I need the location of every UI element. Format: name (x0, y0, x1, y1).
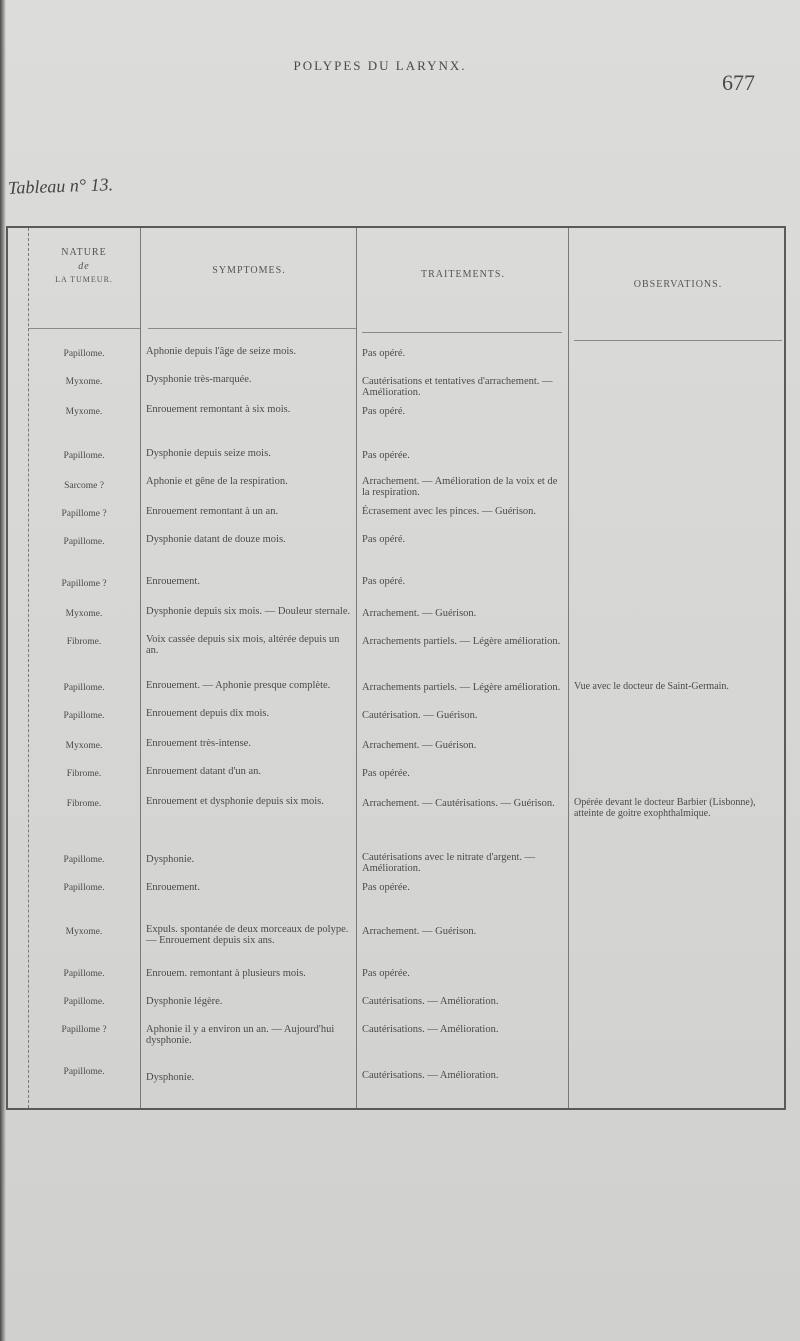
table-row-symptomes: Enrouement remontant à six mois. (146, 404, 291, 415)
table-row-symptomes: Enrouement remontant à un an. (146, 506, 279, 517)
table-row-nature: Papillome. (63, 855, 105, 865)
table-row-traitements: Arrachement. — Guérison. (362, 740, 477, 751)
header-symptomes: SYMPTOMES. (212, 265, 286, 276)
table-row-traitements: Cautérisations. — Amélioration. (362, 996, 499, 1007)
table-row-traitements: Cautérisations. — Amélioration. (362, 1070, 499, 1081)
table-row-nature: Myxome. (65, 609, 103, 619)
table-row-nature: Papillome. (63, 683, 105, 693)
table-row-nature: Papillome ? (61, 1025, 107, 1035)
table-row-traitements: Pas opérée. (362, 882, 410, 893)
table-row-symptomes: Enrouement. (146, 576, 200, 587)
table-row-nature: Myxome. (65, 927, 103, 937)
table-row-traitements: Cautérisations avec le nitrate d'argent. — Amélioration. (362, 852, 536, 875)
header-rule (28, 328, 140, 329)
table-row-traitements: Arrachements partiels. — Légère amélioration. (362, 682, 561, 693)
table-row-nature: Sarcome ? (64, 481, 104, 491)
table-row-symptomes: Enrouement depuis dix mois. (146, 708, 270, 719)
table-row-symptomes: Enrouement. (146, 882, 200, 893)
table-row-symptomes: Dysphonie très-marquée. (146, 374, 252, 385)
running-head: POLYPES DU LARYNX. (293, 58, 467, 73)
table-row-symptomes: Aphonie il y a environ un an. — Aujourd'hui dysphonie. (146, 1024, 335, 1047)
table-row-symptomes: Aphonie et gêne de la respiration. (146, 476, 288, 487)
header-rule (362, 332, 562, 333)
table-row-observations: Vue avec le docteur de Saint-Germain. (574, 681, 729, 692)
table-row-nature: Papillome ? (61, 509, 107, 519)
table-row-symptomes: Enrouement datant d'un an. (146, 766, 262, 777)
table-row-traitements: Cautérisation. — Guérison. (362, 710, 478, 721)
data-table (6, 226, 786, 1110)
table-row-symptomes: Voix cassée depuis six mois, altérée depuis un an. (146, 634, 340, 657)
table-row-nature: Fibrome. (66, 769, 102, 779)
page-number: 677 (722, 70, 755, 95)
table-row-traitements: Pas opéré. (362, 576, 406, 587)
table-row-symptomes: Enrouem. remontant à plusieurs mois. (146, 968, 306, 979)
table-row-traitements: Pas opéré. (362, 348, 406, 359)
column-divider (28, 228, 29, 1108)
table-row-nature: Papillome. (63, 969, 105, 979)
header-traitements: TRAITEMENTS. (421, 269, 505, 280)
table-row-nature: Papillome. (63, 997, 105, 1007)
column-divider (568, 228, 569, 1108)
header-rule (148, 328, 356, 329)
table-row-symptomes: Dysphonie datant de douze mois. (146, 534, 286, 545)
table-row-nature: Papillome. (63, 711, 105, 721)
table-row-symptomes: Aphonie depuis l'âge de seize mois. (146, 346, 297, 357)
table-row-traitements: Arrachements partiels. — Légère amélioration. (362, 636, 561, 647)
table-row-symptomes: Enrouement et dysphonie depuis six mois. (146, 796, 324, 807)
table-row-symptomes: Enrouement très-intense. (146, 738, 251, 749)
table-row-traitements: Pas opérée. (362, 450, 410, 461)
column-divider (356, 228, 357, 1108)
table-row-nature: Myxome. (65, 377, 103, 387)
header-nature (30, 246, 138, 285)
header-rule (574, 340, 782, 341)
table-row-traitements: Arrachement. — Amélioration de la voix et de la respiration. (362, 476, 558, 499)
table-row-nature: Papillome. (63, 1067, 105, 1077)
table-row-nature: Myxome. (65, 407, 103, 417)
table-row-traitements: Pas opéré. (362, 534, 406, 545)
header-nature-line2: de (78, 261, 90, 272)
table-row-symptomes: Dysphonie depuis six mois. — Douleur sternale. (146, 606, 351, 617)
table-row-traitements: Pas opérée. (362, 968, 410, 979)
table-row-symptomes: Enrouement. — Aphonie presque complète. (146, 680, 331, 691)
table-caption: Tableau n° 13. (7, 174, 114, 198)
table-row-nature: Papillome. (63, 451, 105, 461)
table-row-observations: Opérée devant le docteur Barbier (Lisbonne), atteinte de goitre exophthalmique. (574, 797, 756, 819)
table-row-traitements: Pas opéré. (362, 406, 406, 417)
header-nature-line3: LA TUMEUR. (55, 275, 113, 284)
table-row-traitements: Cautérisations et tentatives d'arrachement. — Amélioration. (362, 376, 553, 399)
table-row-symptomes: Dysphonie légère. (146, 996, 223, 1007)
table-row-symptomes: Dysphonie. (146, 1072, 195, 1083)
table-row-nature: Fibrome. (66, 799, 102, 809)
table-row-symptomes: Dysphonie depuis seize mois. (146, 448, 271, 459)
table-row-traitements: Arrachement. — Cautérisations. — Guérison. (362, 798, 555, 809)
header-observations: OBSERVATIONS. (633, 279, 723, 290)
table-row-nature: Myxome. (65, 741, 103, 751)
table-row-nature: Papillome. (63, 883, 105, 893)
table-row-nature: Papillome. (63, 537, 105, 547)
table-row-traitements: Cautérisations. — Amélioration. (362, 1024, 499, 1035)
table-row-symptomes: Expuls. spontanée de deux morceaux de polype. — Enrouement depuis six ans. (146, 924, 349, 947)
column-divider (140, 228, 141, 1108)
table-row-traitements: Arrachement. — Guérison. (362, 608, 477, 619)
table-row-traitements: Arrachement. — Guérison. (362, 926, 477, 937)
table-row-nature: Fibrome. (66, 637, 102, 647)
table-row-symptomes: Dysphonie. (146, 854, 195, 865)
header-nature-line1: NATURE (61, 247, 107, 258)
table-row-nature: Papillome. (63, 349, 105, 359)
table-row-traitements: Écrasement avec les pinces. — Guérison. (362, 506, 537, 517)
table-row-nature: Papillome ? (61, 579, 107, 589)
table-row-traitements: Pas opérée. (362, 768, 410, 779)
